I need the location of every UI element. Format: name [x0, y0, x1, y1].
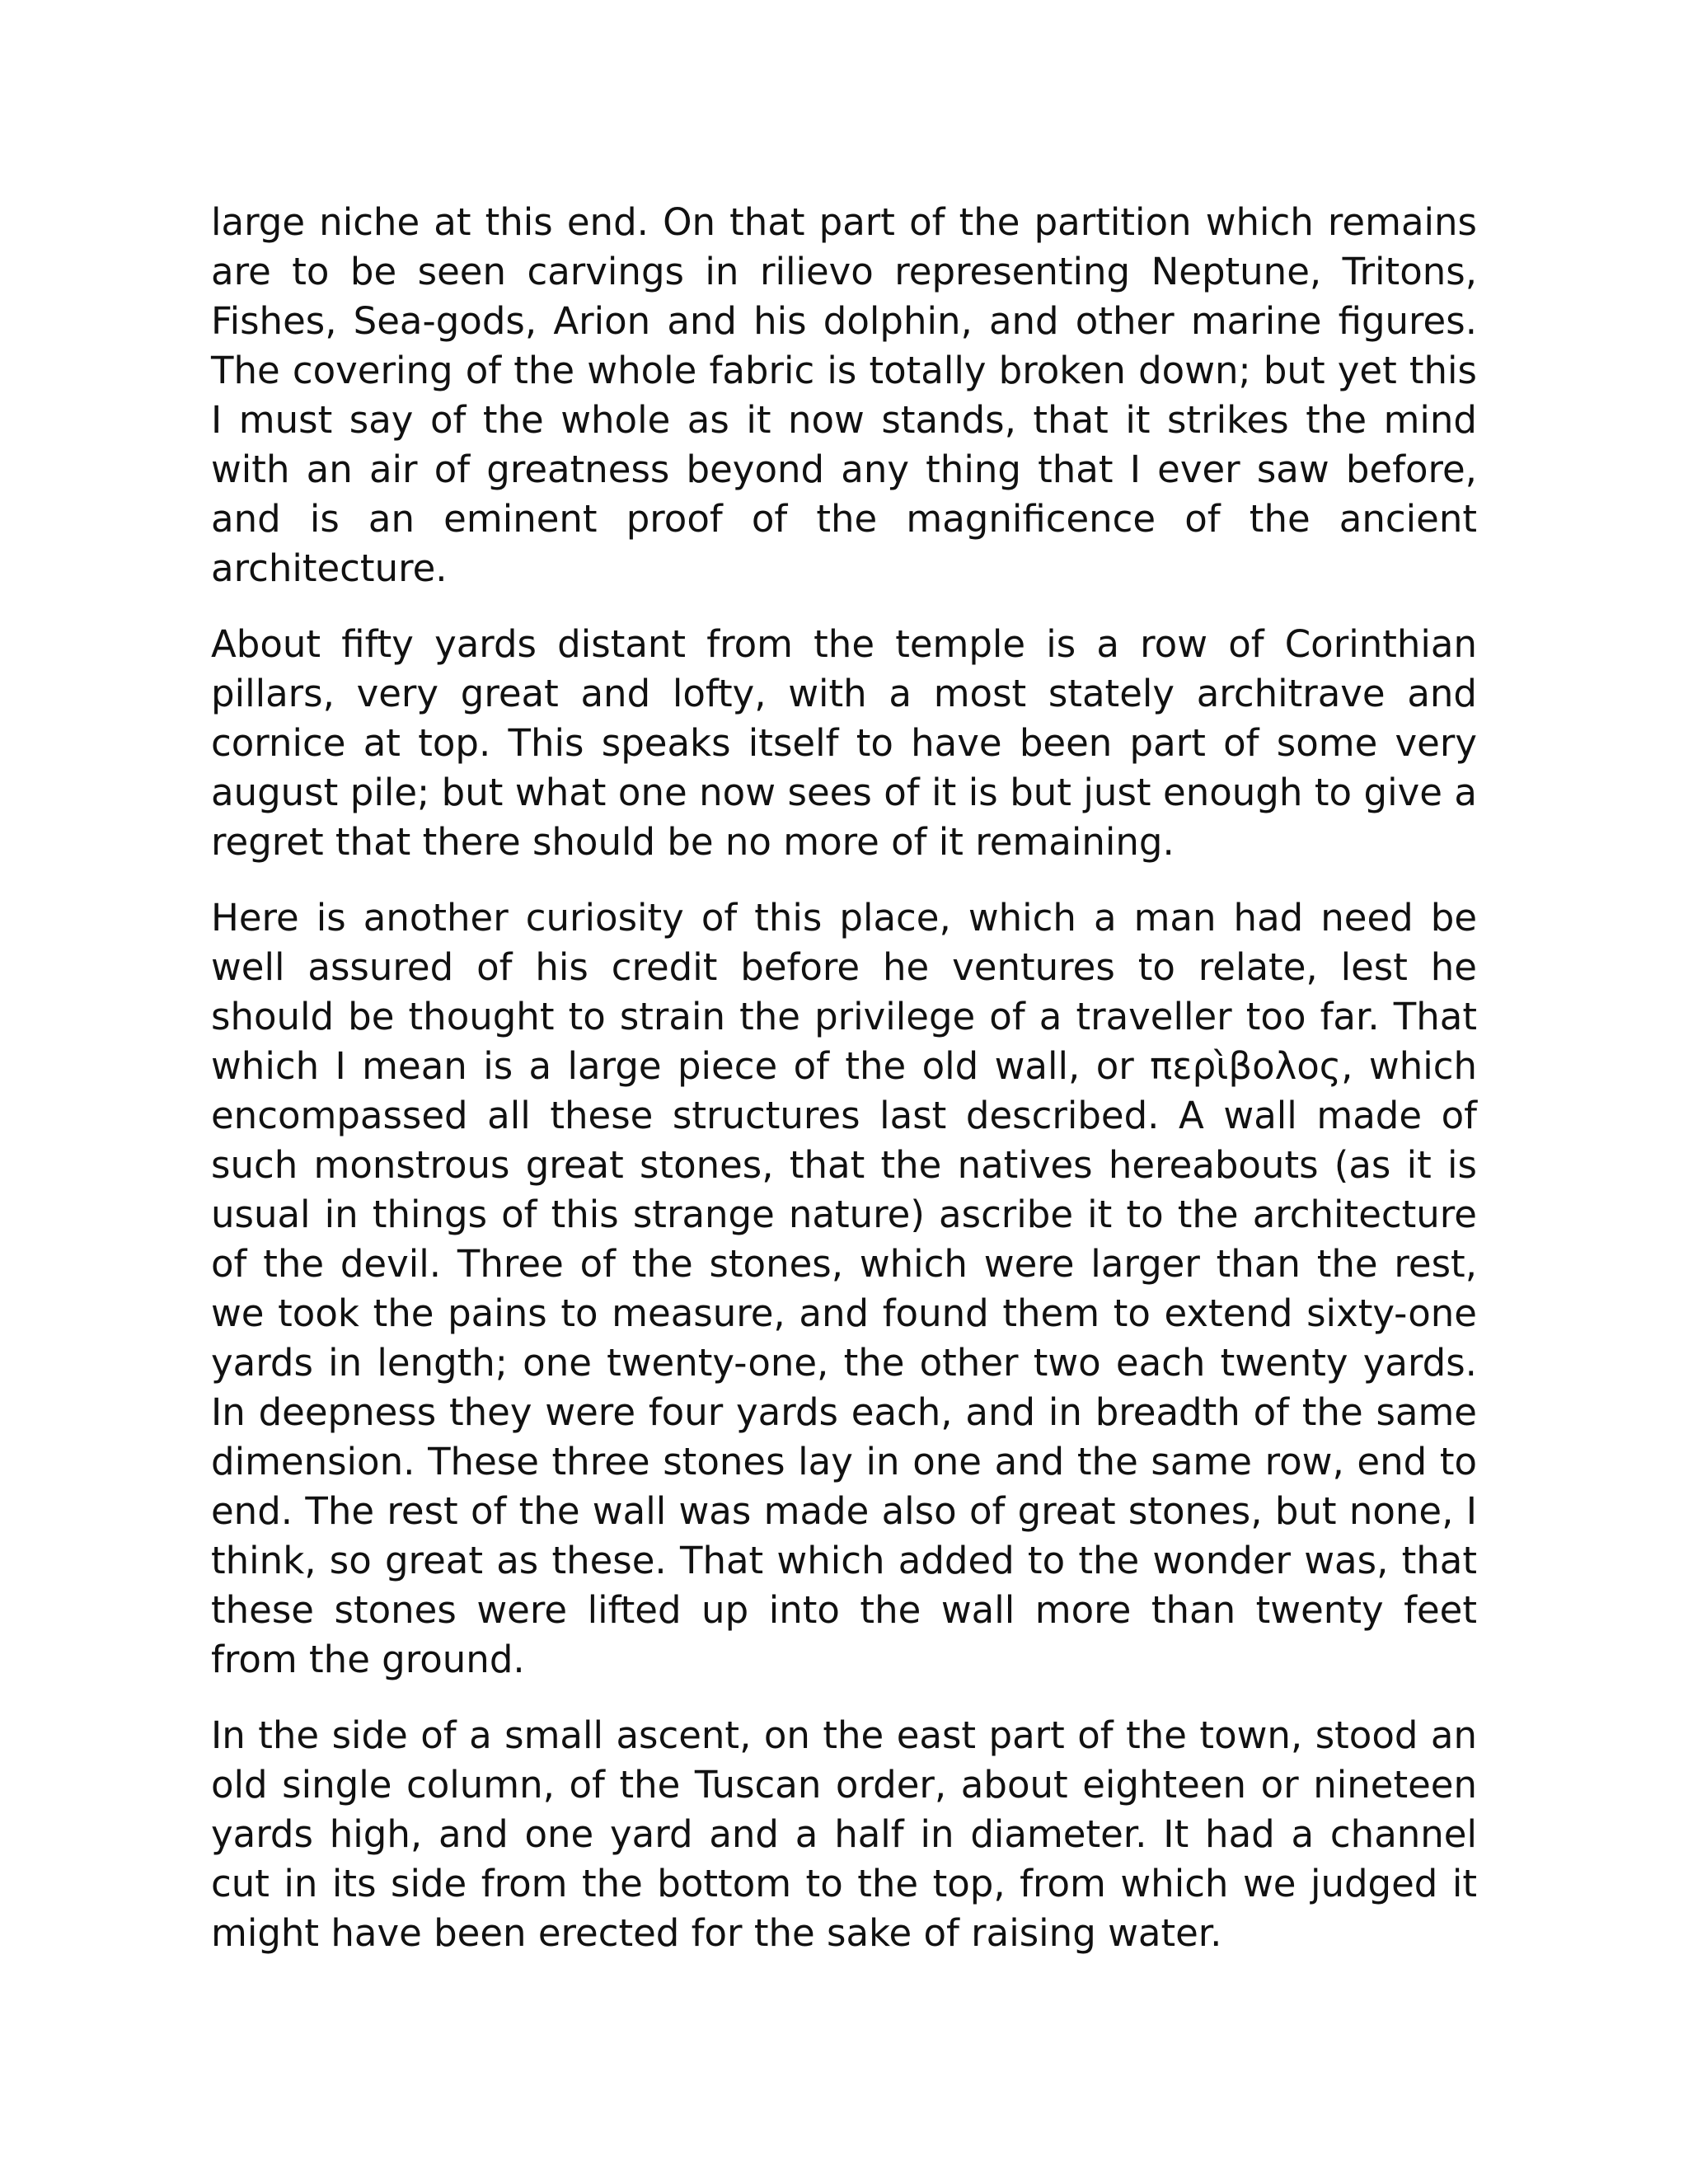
paragraph-tuscan-column: In the side of a small ascent, on the east part of the town, stood an old single column, of the Tuscan order, about eighteen or nineteen yards high, and one yard and a half in diameter. It had a channel cut in its side from the bottom to the top, from which we judged it might have been erected for the sake of raising water.: [211, 1713, 1477, 1955]
text-body: [211, 198, 1477, 1958]
paragraph-old-wall-stones: Here is another curiosity of this place, which a man had need be well assured of his credit before he ventures to relate, lest he should be thought to strain the privilege of a traveller too far. That which I mean is a large piece of the old wall, or περὶβολος, which encompassed all these structures last described. A wall made of such monstrous great stones, that the natives hereabouts (as it is usual in things of this strange nature) ascribe it to the architecture of the devil. Three of the stones, which were larger than the rest, we took the pains to measure, and found them to extend sixty-one yards in length; one twenty-one, the other two each twenty yards. In deepness they were four yards each, and in breadth of the same dimension. These three stones lay in one and the same row, end to end. The rest of the wall was made also of great stones, but none, I think, so great as these. That which added to the wonder was, that these stones were lifted up into the wall more than twenty feet from the ground.: [211, 896, 1477, 1681]
paragraph-niche-carvings: large niche at this end. On that part of the partition which remains are to be seen carvings in rilievo representing Neptune, Tritons, Fishes, Sea-gods, Arion and his dolphin, and other marine figures. The covering of the whole fabric is totally broken down; but yet this I must say of the whole as it now stands, that it strikes the mind with an air of greatness beyond any thing that I ever saw before, and is an eminent proof of the magnificence of the ancient architecture.: [211, 200, 1477, 590]
paragraph-corinthian-pillars: About fifty yards distant from the temple is a row of Corinthian pillars, very great and lofty, with a most stately architrave and cornice at top. This speaks itself to have been part of some very august pile; but what one now sees of it is but just enough to give a regret that there should be no more of it remaining.: [211, 622, 1477, 864]
